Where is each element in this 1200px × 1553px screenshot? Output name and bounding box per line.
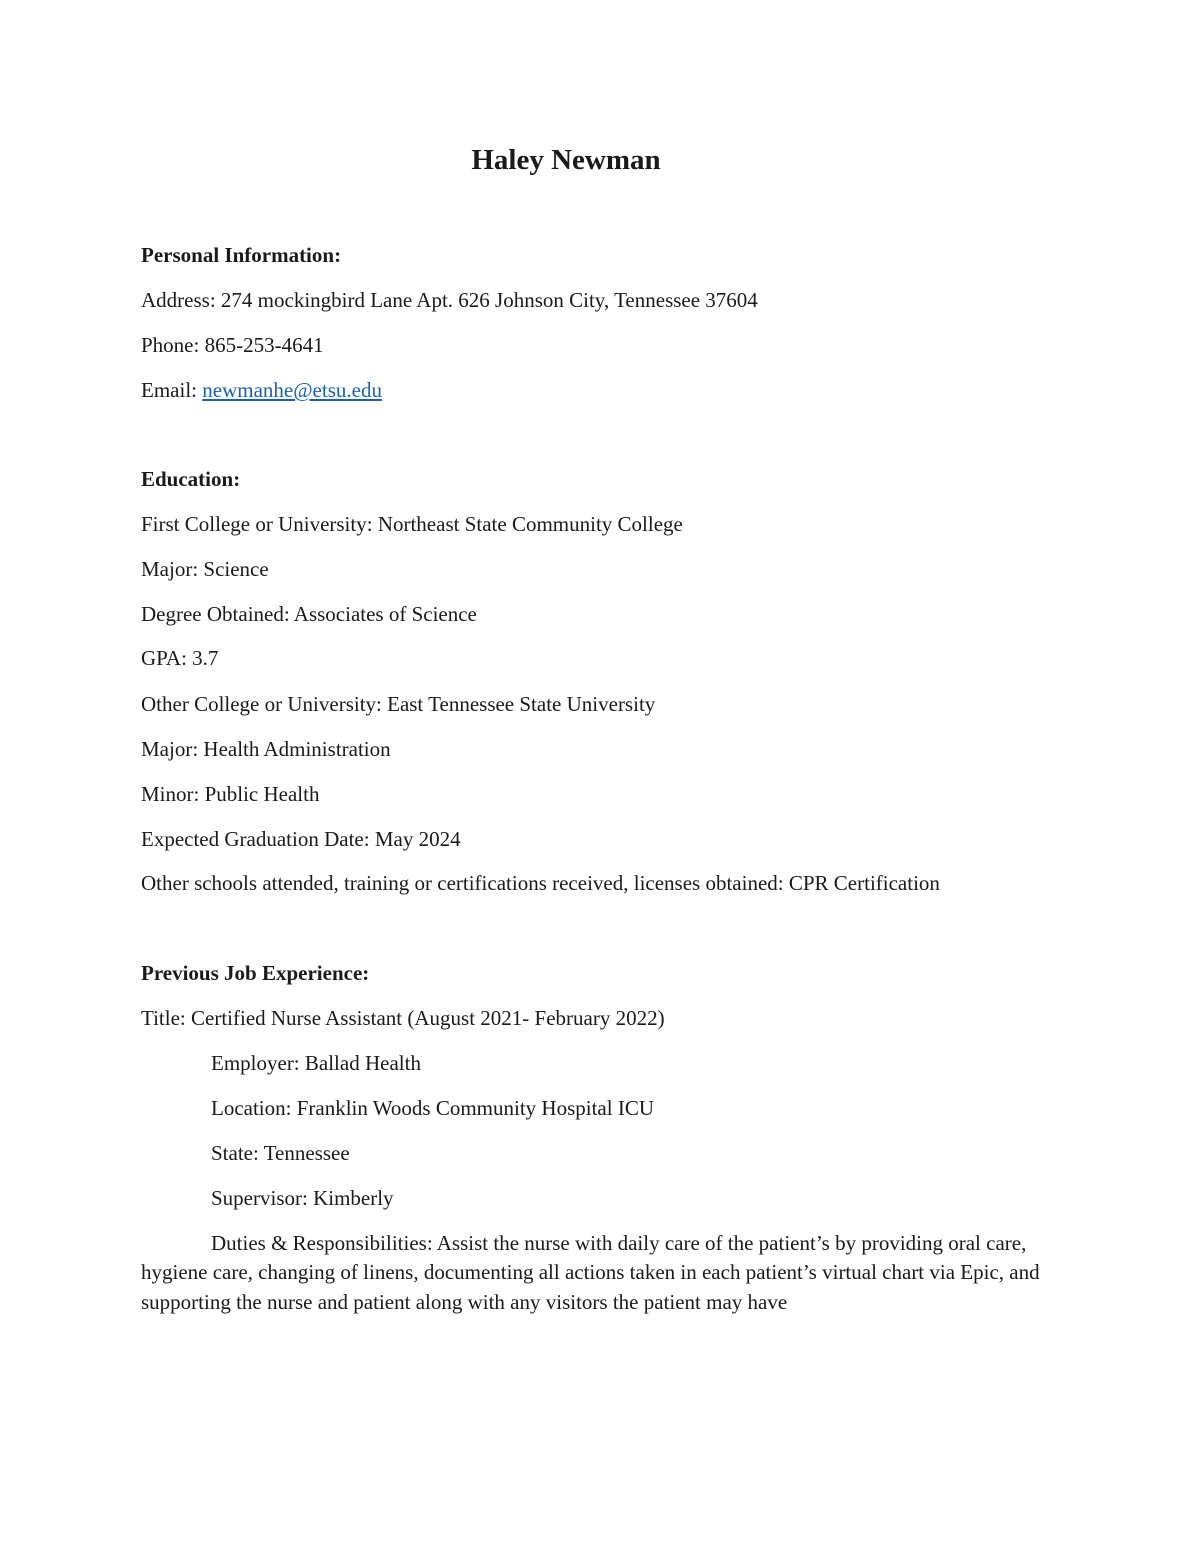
education-line-degree: Degree Obtained: Associates of Science [141, 602, 477, 626]
education-line-minor: Minor: Public Health [141, 782, 320, 806]
personal-info-heading: Personal Information: [141, 243, 342, 267]
education-line-certifications: Other schools attended, training or certifications received, licenses obtained: CPR Certification [141, 871, 940, 895]
education-line-first-college: First College or University: Northeast State Community College [141, 512, 683, 536]
experience-heading: Previous Job Experience: [141, 961, 370, 985]
address-line: Address: 274 mockingbird Lane Apt. 626 Johnson City, Tennessee 37604 [141, 288, 758, 312]
education-heading: Education: [141, 467, 241, 491]
phone-line: Phone: 865-253-4641 [141, 333, 324, 357]
supervisor-line: Supervisor: Kimberly [211, 1186, 394, 1210]
state-line: State: Tennessee [211, 1141, 350, 1165]
email-line [141, 376, 382, 404]
location-line: Location: Franklin Woods Community Hospital ICU [211, 1096, 654, 1120]
email-link[interactable]: newmanhe@etsu.edu [202, 378, 382, 402]
education-line-other-college: Other College or University: East Tennessee State University [141, 692, 656, 716]
duties-paragraph: Duties & Responsibilities: Assist the nurse with daily care of the patient’s by providing oral care, hygiene care, changing of linens, documenting all actions taken in each patient’s virtual chart via Epic, and supporting the nurse and patient along with any visitors the patient may have [141, 1231, 1040, 1314]
education-line-graduation: Expected Graduation Date: May 2024 [141, 827, 461, 851]
email-label: Email: [141, 378, 203, 402]
education-line-gpa: GPA: 3.7 [141, 646, 219, 670]
job-title-line: Title: Certified Nurse Assistant (August 2021- February 2022) [141, 1006, 665, 1030]
employer-line: Employer: Ballad Health [211, 1051, 421, 1075]
education-line-major: Major: Science [141, 557, 269, 581]
education-line-major-2: Major: Health Administration [141, 737, 391, 761]
document-title: Haley Newman [471, 144, 661, 176]
